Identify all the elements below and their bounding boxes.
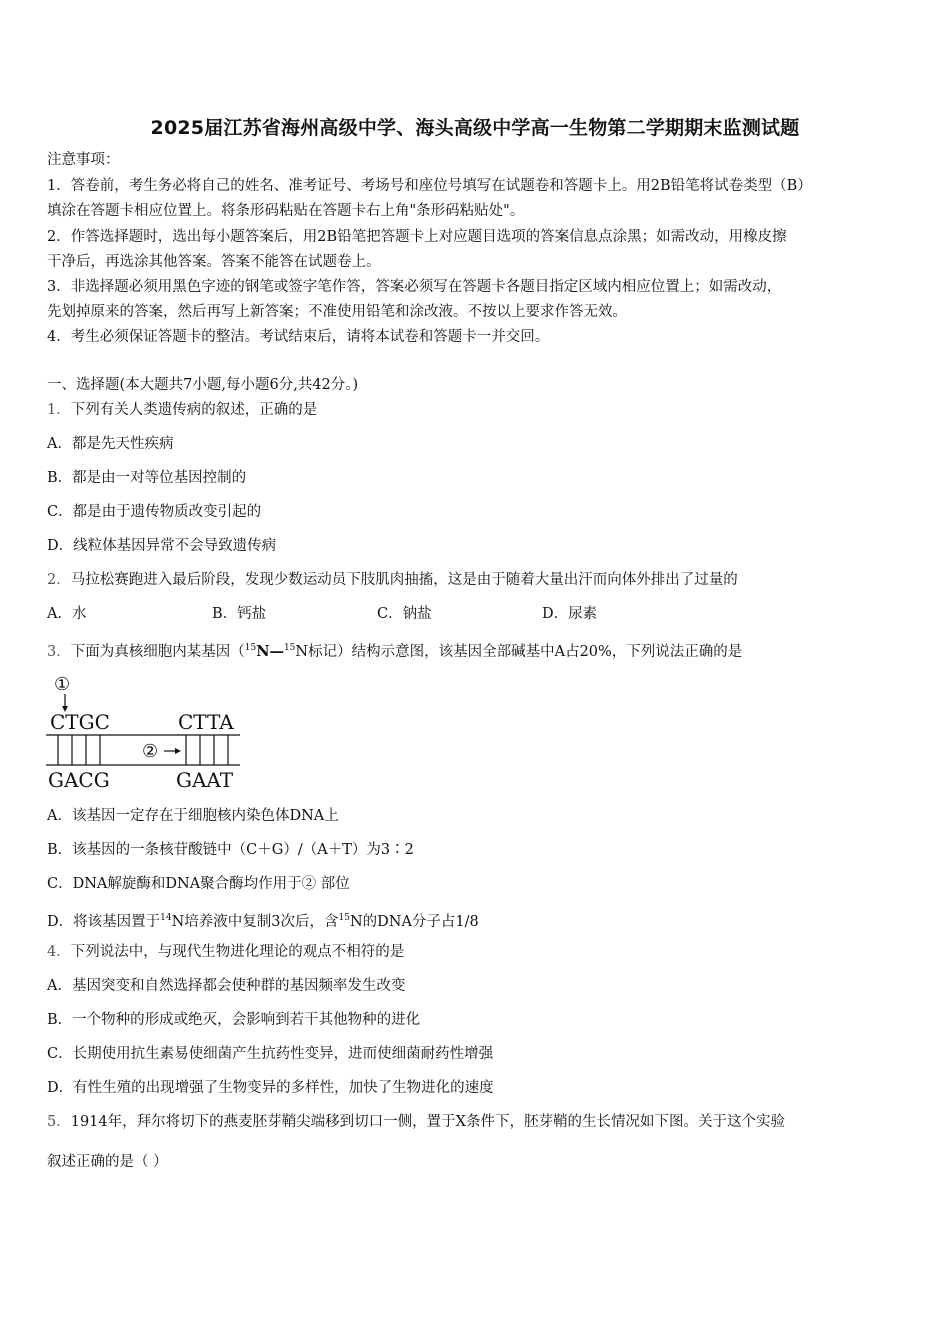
q3-option-d xyxy=(47,908,479,932)
question-number: 2． xyxy=(47,572,71,588)
strand-bottom-right: GAAT xyxy=(176,768,234,792)
diagram-label-1: ① xyxy=(54,674,71,695)
isotope-superscript: 15 xyxy=(338,913,350,923)
question-stem: 下面为真核细胞内某基因（ xyxy=(70,644,245,660)
page-title: 2025届江苏省海州高级中学、海头高级中学高一生物第二学期期末监测试题 xyxy=(150,117,800,139)
notes-line: 2．作答选择题时，选出每小题答案后，用2B铅笔把答题卡上对应题目选项的答案信息点涂黑；如需改动，用橡皮擦 xyxy=(47,229,787,245)
isotope-superscript: 15 xyxy=(283,643,296,653)
option-text: N培养液中复制3次后，含 xyxy=(171,914,339,930)
q1-option-b: B．都是由一对等位基因控制的 xyxy=(47,470,247,486)
option-text: N的DNA分子占1/8 xyxy=(349,914,479,930)
q3-option-b: B．该基因的一条核苷酸链中（C＋G）/（A＋T）为3∶2 xyxy=(47,842,414,858)
notes-line: 填涂在答题卡相应位置上。将条形码粘贴在答题卡右上角"条形码粘贴处"。 xyxy=(47,203,525,219)
question-number: 5． xyxy=(47,1114,71,1130)
section-heading: 一、选择题(本大题共7小题,每小题6分,共42分。) xyxy=(47,377,359,393)
notes-line: 先划掉原来的答案，然后再写上新答案；不准使用铅笔和涂改液。不按以上要求作答无效。 xyxy=(47,304,627,320)
question-number: 4． xyxy=(47,944,71,960)
notes-line: 1．答卷前，考生务必将自己的姓名、准考证号、考场号和座位号填写在试题卷和答题卡上。用2B铅笔将试卷类型（B） xyxy=(47,178,812,194)
question-stem: 马拉松赛跑进入最后阶段，发现少数运动员下肢肌肉抽搐，这是由于随着大量出汗而向体外排出了过量的 xyxy=(70,572,738,588)
arrowhead-icon xyxy=(175,748,181,754)
option-text: D．将该基因置于 xyxy=(47,914,161,930)
question-2 xyxy=(47,570,738,590)
q1-option-a: A．都是先天性疾病 xyxy=(47,436,174,452)
question-stem: 1914年，拜尔将切下的燕麦胚芽鞘尖端移到切口一侧，置于X条件下，胚芽鞘的生长情况如下图。关于这个实验 xyxy=(70,1114,785,1130)
q4-option-c: C．长期使用抗生素易使细菌产生抗药性变异，进而使细菌耐药性增强 xyxy=(47,1046,494,1062)
notes-line: 干净后，再选涂其他答案。答案不能答在试题卷上。 xyxy=(47,254,381,270)
strand-top-right: CTTA xyxy=(178,710,234,734)
notes-heading: 注意事项： xyxy=(47,152,120,168)
q4-option-b: B．一个物种的形成或绝灭，会影响到若干其他物种的进化 xyxy=(47,1012,421,1028)
q2-option-a: A．水 xyxy=(47,606,87,622)
notes-line: 4．考生必须保证答题卡的整洁。考试结束后，请将本试卷和答题卡一并交回。 xyxy=(47,329,550,345)
question-number: 1． xyxy=(47,402,71,418)
strand-top-left: CTGC xyxy=(50,710,110,734)
question-stem: 下列有关人类遗传病的叙述，正确的是 xyxy=(70,402,318,418)
question-3 xyxy=(47,638,742,662)
question-stem: N— xyxy=(256,643,284,660)
notes-line: 3．非选择题必须用黑色字迹的钢笔或签字笔作答，答案必须写在答题卡各题目指定区域内相应位置上；如需改动， xyxy=(47,279,782,295)
q4-option-d: D．有性生殖的出现增强了生物变异的多样性，加快了生物进化的速度 xyxy=(47,1080,494,1096)
q2-option-d: D．尿素 xyxy=(542,606,598,622)
q1-option-d: D．线粒体基因异常不会导致遗传病 xyxy=(47,538,277,554)
question-stem: N标记）结构示意图，该基因全部碱基中A占20%，下列说法正确的是 xyxy=(295,644,743,660)
q2-option-b: B．钙盐 xyxy=(212,606,267,622)
diagram-label-2: ② xyxy=(142,741,159,762)
q1-option-c: C．都是由于遗传物质改变引起的 xyxy=(47,504,262,520)
isotope-superscript: 15 xyxy=(244,643,257,653)
isotope-superscript: 14 xyxy=(160,913,172,923)
question-4 xyxy=(47,942,404,962)
gene-structure-diagram xyxy=(40,668,250,793)
question-5 xyxy=(47,1112,785,1132)
q3-option-c: C．DNA解旋酶和DNA聚合酶均作用于② 部位 xyxy=(47,876,350,892)
q4-option-a: A．基因突变和自然选择都会使种群的基因频率发生改变 xyxy=(47,978,406,994)
question-stem: 下列说法中，与现代生物进化理论的观点不相符的是 xyxy=(70,944,405,960)
strand-bottom-left: GACG xyxy=(48,768,110,792)
q3-option-a: A．该基因一定存在于细胞核内染色体DNA上 xyxy=(47,808,339,824)
question-number: 3． xyxy=(47,644,71,660)
question-5-continued: 叙述正确的是（ ） xyxy=(47,1154,168,1170)
q2-option-c: C．钠盐 xyxy=(377,606,432,622)
question-1 xyxy=(47,400,317,420)
